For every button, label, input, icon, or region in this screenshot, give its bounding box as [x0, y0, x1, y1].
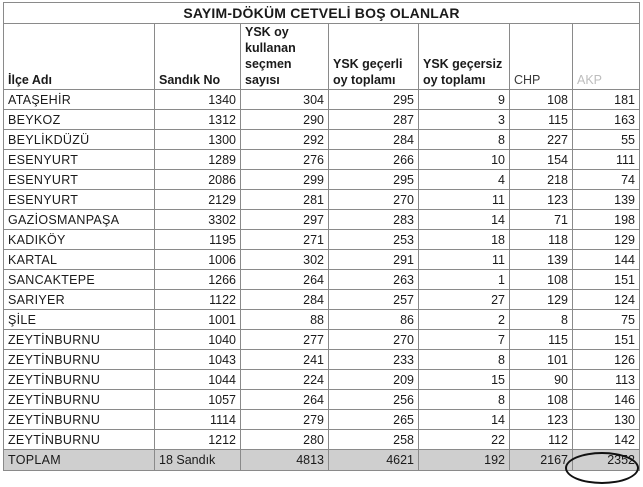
cell-gecersiz: 14 — [419, 210, 510, 230]
cell-gecerli: 295 — [329, 170, 419, 190]
cell-sandik: 1212 — [155, 430, 241, 450]
cell-gecersiz: 8 — [419, 130, 510, 150]
cell-gecerli: 291 — [329, 250, 419, 270]
cell-chp: 108 — [510, 90, 573, 110]
cell-kullanan: 264 — [241, 270, 329, 290]
header-chp: CHP — [510, 24, 573, 90]
cell-gecersiz: 8 — [419, 350, 510, 370]
total-gecerli: 4621 — [329, 450, 419, 471]
cell-kullanan: 279 — [241, 410, 329, 430]
table-row — [4, 250, 640, 270]
cell-sandik: 1266 — [155, 270, 241, 290]
cell-chp: 154 — [510, 150, 573, 170]
header-kullanan: YSK oy kullanan seçmen sayısı — [241, 24, 329, 90]
table-row — [4, 270, 640, 290]
table-row — [4, 330, 640, 350]
cell-akp: 198 — [573, 210, 640, 230]
cell-chp: 90 — [510, 370, 573, 390]
cell-sandik: 1114 — [155, 410, 241, 430]
cell-chp: 218 — [510, 170, 573, 190]
cell-kullanan: 280 — [241, 430, 329, 450]
table-row — [4, 90, 640, 110]
cell-gecersiz: 4 — [419, 170, 510, 190]
cell-sandik: 1040 — [155, 330, 241, 350]
cell-sandik: 2129 — [155, 190, 241, 210]
total-row — [4, 450, 640, 471]
cell-chp: 108 — [510, 270, 573, 290]
cell-akp: 139 — [573, 190, 640, 210]
cell-gecerli: 287 — [329, 110, 419, 130]
cell-sandik: 1006 — [155, 250, 241, 270]
cell-sandik: 1001 — [155, 310, 241, 330]
total-kullanan: 4813 — [241, 450, 329, 471]
table-title: SAYIM-DÖKÜM CETVELİ BOŞ OLANLAR — [4, 3, 640, 24]
table-row — [4, 350, 640, 370]
cell-chp: 115 — [510, 330, 573, 350]
cell-gecerli: 258 — [329, 430, 419, 450]
cell-akp: 181 — [573, 90, 640, 110]
cell-ilce: ESENYURT — [4, 190, 155, 210]
cell-kullanan: 271 — [241, 230, 329, 250]
cell-gecerli: 263 — [329, 270, 419, 290]
cell-akp: 113 — [573, 370, 640, 390]
total-chp: 2167 — [510, 450, 573, 471]
cell-gecersiz: 22 — [419, 430, 510, 450]
cell-kullanan: 224 — [241, 370, 329, 390]
header-ilce: İlçe Adı — [4, 24, 155, 90]
header-gecerli: YSK geçerli oy toplamı — [329, 24, 419, 90]
cell-kullanan: 290 — [241, 110, 329, 130]
table-row — [4, 430, 640, 450]
cell-ilce: BEYLİKDÜZÜ — [4, 130, 155, 150]
cell-gecersiz: 15 — [419, 370, 510, 390]
cell-akp: 142 — [573, 430, 640, 450]
total-gecersiz: 192 — [419, 450, 510, 471]
table-row — [4, 190, 640, 210]
cell-kullanan: 299 — [241, 170, 329, 190]
cell-gecersiz: 14 — [419, 410, 510, 430]
cell-akp: 163 — [573, 110, 640, 130]
cell-akp: 130 — [573, 410, 640, 430]
cell-chp: 118 — [510, 230, 573, 250]
cell-gecerli: 284 — [329, 130, 419, 150]
cell-gecersiz: 11 — [419, 190, 510, 210]
cell-gecersiz: 9 — [419, 90, 510, 110]
cell-gecerli: 270 — [329, 330, 419, 350]
cell-ilce: BEYKOZ — [4, 110, 155, 130]
cell-gecersiz: 1 — [419, 270, 510, 290]
cell-chp: 123 — [510, 190, 573, 210]
cell-gecerli: 265 — [329, 410, 419, 430]
cell-ilce: KARTAL — [4, 250, 155, 270]
cell-kullanan: 277 — [241, 330, 329, 350]
cell-sandik: 1340 — [155, 90, 241, 110]
table-row — [4, 370, 640, 390]
cell-sandik: 1057 — [155, 390, 241, 410]
cell-sandik: 1122 — [155, 290, 241, 310]
cell-ilce: ŞİLE — [4, 310, 155, 330]
cell-akp: 146 — [573, 390, 640, 410]
cell-ilce: KADIKÖY — [4, 230, 155, 250]
cell-akp: 74 — [573, 170, 640, 190]
cell-chp: 112 — [510, 430, 573, 450]
cell-kullanan: 276 — [241, 150, 329, 170]
cell-gecersiz: 11 — [419, 250, 510, 270]
cell-sandik: 1044 — [155, 370, 241, 390]
cell-chp: 115 — [510, 110, 573, 130]
cell-gecersiz: 7 — [419, 330, 510, 350]
header-akp: AKP — [573, 24, 640, 90]
cell-chp: 123 — [510, 410, 573, 430]
cell-ilce: ESENYURT — [4, 150, 155, 170]
cell-ilce: ZEYTİNBURNU — [4, 390, 155, 410]
cell-sandik: 1043 — [155, 350, 241, 370]
cell-ilce: SANCAKTEPE — [4, 270, 155, 290]
cell-ilce: ZEYTİNBURNU — [4, 370, 155, 390]
cell-sandik: 3302 — [155, 210, 241, 230]
cell-gecersiz: 8 — [419, 390, 510, 410]
cell-sandik: 2086 — [155, 170, 241, 190]
cell-gecerli: 283 — [329, 210, 419, 230]
table-row — [4, 290, 640, 310]
table-row — [4, 130, 640, 150]
cell-kullanan: 88 — [241, 310, 329, 330]
cell-chp: 8 — [510, 310, 573, 330]
cell-gecersiz: 3 — [419, 110, 510, 130]
table-row — [4, 110, 640, 130]
cell-chp: 108 — [510, 390, 573, 410]
cell-gecersiz: 10 — [419, 150, 510, 170]
cell-ilce: ATAŞEHİR — [4, 90, 155, 110]
table-row — [4, 410, 640, 430]
cell-ilce: GAZİOSMANPAŞA — [4, 210, 155, 230]
cell-ilce: ZEYTİNBURNU — [4, 410, 155, 430]
table-row — [4, 230, 640, 250]
header-gecersiz: YSK geçersiz oy toplamı — [419, 24, 510, 90]
table-body — [4, 90, 640, 450]
table-row — [4, 150, 640, 170]
cell-akp: 75 — [573, 310, 640, 330]
cell-kullanan: 297 — [241, 210, 329, 230]
cell-akp: 151 — [573, 270, 640, 290]
cell-gecerli: 256 — [329, 390, 419, 410]
cell-gecerli: 209 — [329, 370, 419, 390]
cell-ilce: ZEYTİNBURNU — [4, 330, 155, 350]
cell-akp: 126 — [573, 350, 640, 370]
cell-kullanan: 281 — [241, 190, 329, 210]
cell-sandik: 1300 — [155, 130, 241, 150]
cell-kullanan: 302 — [241, 250, 329, 270]
total-label: TOPLAM — [4, 450, 155, 471]
cell-kullanan: 304 — [241, 90, 329, 110]
cell-akp: 151 — [573, 330, 640, 350]
cell-kullanan: 264 — [241, 390, 329, 410]
cell-gecerli: 266 — [329, 150, 419, 170]
cell-kullanan: 292 — [241, 130, 329, 150]
cell-gecersiz: 2 — [419, 310, 510, 330]
cell-sandik: 1195 — [155, 230, 241, 250]
cell-gecerli: 233 — [329, 350, 419, 370]
table-row — [4, 390, 640, 410]
table-row — [4, 170, 640, 190]
cell-kullanan: 284 — [241, 290, 329, 310]
table-row — [4, 210, 640, 230]
cell-chp: 139 — [510, 250, 573, 270]
total-akp: 2352 — [573, 450, 640, 471]
cell-chp: 227 — [510, 130, 573, 150]
vote-count-table — [3, 2, 640, 471]
cell-gecerli: 295 — [329, 90, 419, 110]
cell-akp: 129 — [573, 230, 640, 250]
header-sandik: Sandık No — [155, 24, 241, 90]
cell-ilce: ZEYTİNBURNU — [4, 430, 155, 450]
cell-gecerli: 257 — [329, 290, 419, 310]
cell-sandik: 1312 — [155, 110, 241, 130]
cell-gecerli: 86 — [329, 310, 419, 330]
cell-gecerli: 270 — [329, 190, 419, 210]
cell-ilce: SARIYER — [4, 290, 155, 310]
total-sandik: 18 Sandık — [155, 450, 241, 471]
cell-gecersiz: 18 — [419, 230, 510, 250]
cell-chp: 101 — [510, 350, 573, 370]
cell-akp: 55 — [573, 130, 640, 150]
cell-gecersiz: 27 — [419, 290, 510, 310]
cell-kullanan: 241 — [241, 350, 329, 370]
cell-sandik: 1289 — [155, 150, 241, 170]
cell-chp: 129 — [510, 290, 573, 310]
cell-akp: 144 — [573, 250, 640, 270]
table-row — [4, 310, 640, 330]
cell-ilce: ZEYTİNBURNU — [4, 350, 155, 370]
cell-ilce: ESENYURT — [4, 170, 155, 190]
cell-akp: 111 — [573, 150, 640, 170]
cell-gecerli: 253 — [329, 230, 419, 250]
cell-akp: 124 — [573, 290, 640, 310]
cell-chp: 71 — [510, 210, 573, 230]
